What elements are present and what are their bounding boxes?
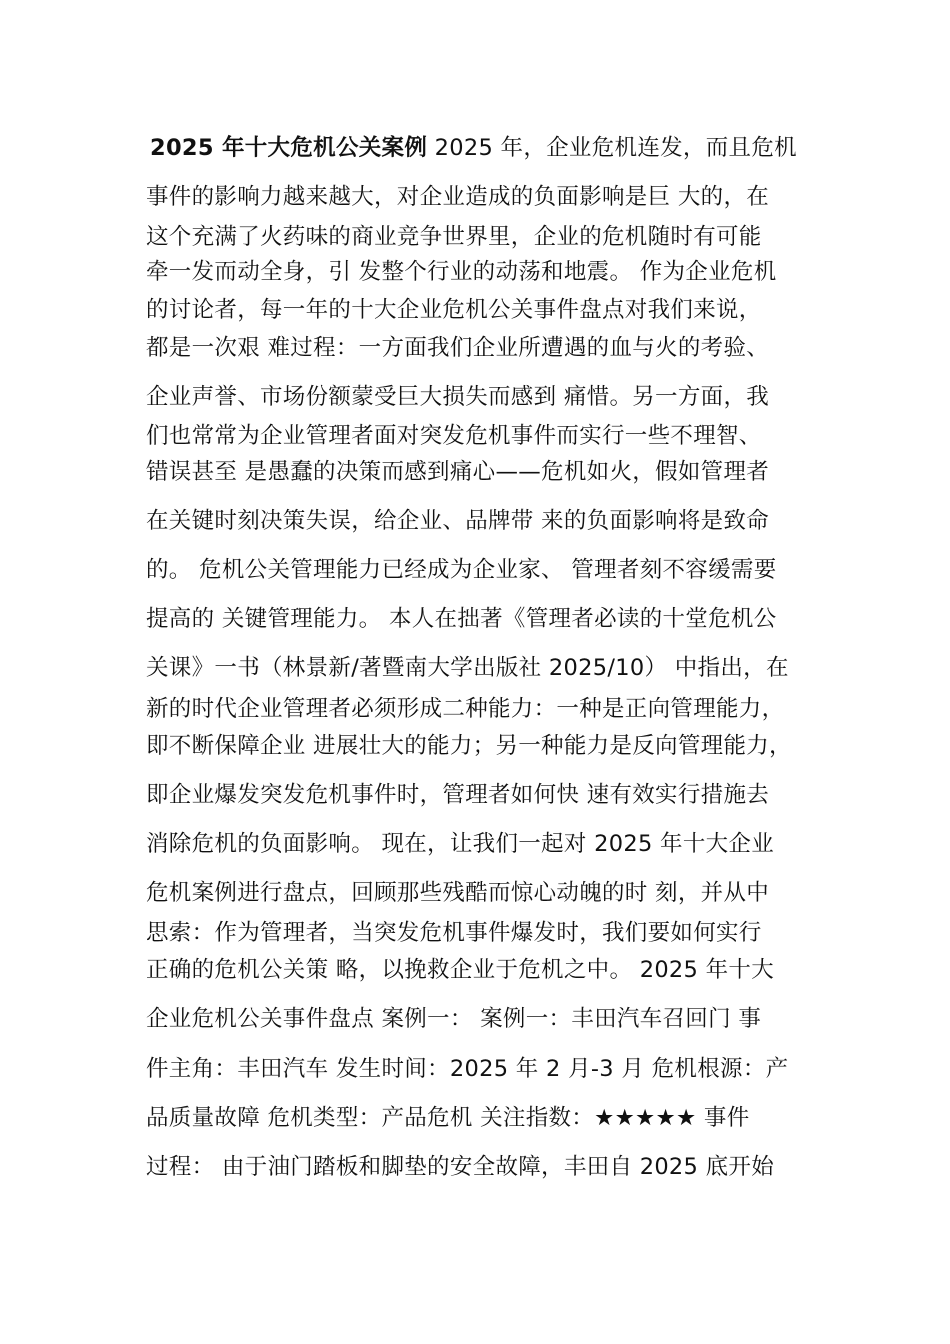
paragraph-line-23: 品质量故障 危机类型：产品危机 关注指数：★★★★★ 事件 xyxy=(146,1105,750,1131)
paragraph-line-20: 正确的危机公关策 略，以挽救企业于危机之中。 2025 年十大 xyxy=(146,957,775,983)
document-title: 2025 年十大危机公关案例 xyxy=(150,135,428,161)
paragraph-line-12: 提高的 关键管理能力。 本人在拙著《管理者必读的十堂危机公 xyxy=(146,606,777,632)
paragraph-line-18: 危机案例进行盘点，回顾那些残酷而惊心动魄的时 刻，并从中 xyxy=(146,880,770,906)
paragraph-line-21: 企业危机公关事件盘点 案例一： 案例一：丰田汽车召回门 事 xyxy=(146,1006,762,1032)
paragraph-line-14: 新的时代企业管理者必须形成二种能力：一种是正向管理能力， xyxy=(146,696,785,722)
paragraph-line-10: 在关键时刻决策失误，给企业、品牌带 来的负面影响将是致命 xyxy=(146,508,770,534)
paragraph-line-16: 即企业爆发突发危机事件时，管理者如何快 速有效实行措施去 xyxy=(146,782,770,808)
paragraph-line-6: 都是一次艰 难过程：一方面我们企业所遭遇的血与火的考验、 xyxy=(146,335,770,361)
paragraph-line-13: 关课》一书（林景新/著暨南大学出版社 2025/10） 中指出，在 xyxy=(146,655,789,681)
paragraph-line-2: 事件的影响力越来越大，对企业造成的负面影响是巨 大的，在 xyxy=(146,184,770,210)
paragraph-line-19: 思索：作为管理者，当突发危机事件爆发时，我们要如何实行 xyxy=(146,920,762,946)
paragraph-line-8: 们也常常为企业管理者面对突发危机事件而实行一些不理智、 xyxy=(146,423,762,449)
paragraph-line-17: 消除危机的负面影响。 现在，让我们一起对 2025 年十大企业 xyxy=(146,831,775,857)
paragraph-line-15: 即不断保障企业 进展壮大的能力；另一种能力是反向管理能力， xyxy=(146,733,792,759)
paragraph-line-9: 错误甚至 是愚蠢的决策而感到痛心——危机如火，假如管理者 xyxy=(146,459,770,485)
paragraph-line-5: 的讨论者，每一年的十大企业危机公关事件盘点对我们来说， xyxy=(146,297,762,323)
paragraph-line-4: 牵一发而动全身，引 发整个行业的动荡和地震。 作为企业危机 xyxy=(146,259,777,285)
paragraph-line-22: 件主角：丰田汽车 发生时间：2025 年 2 月-3 月 危机根源：产 xyxy=(146,1056,789,1082)
paragraph-line-3: 这个充满了火药味的商业竞争世界里，企业的危机随时有可能 xyxy=(146,224,762,250)
paragraph-line-24: 过程： 由于油门踏板和脚垫的安全故障，丰田自 2025 底开始 xyxy=(146,1154,775,1180)
paragraph-line-1 xyxy=(150,133,818,163)
paragraph-line-11: 的。 危机公关管理能力已经成为企业家、 管理者刻不容缓需要 xyxy=(146,557,777,583)
paragraph-line-7: 企业声誉、市场份额蒙受巨大损失而感到 痛惜。另一方面，我 xyxy=(146,384,770,410)
paragraph-line-1-text: 2025 年，企业危机连发，而且危机 xyxy=(427,135,797,161)
